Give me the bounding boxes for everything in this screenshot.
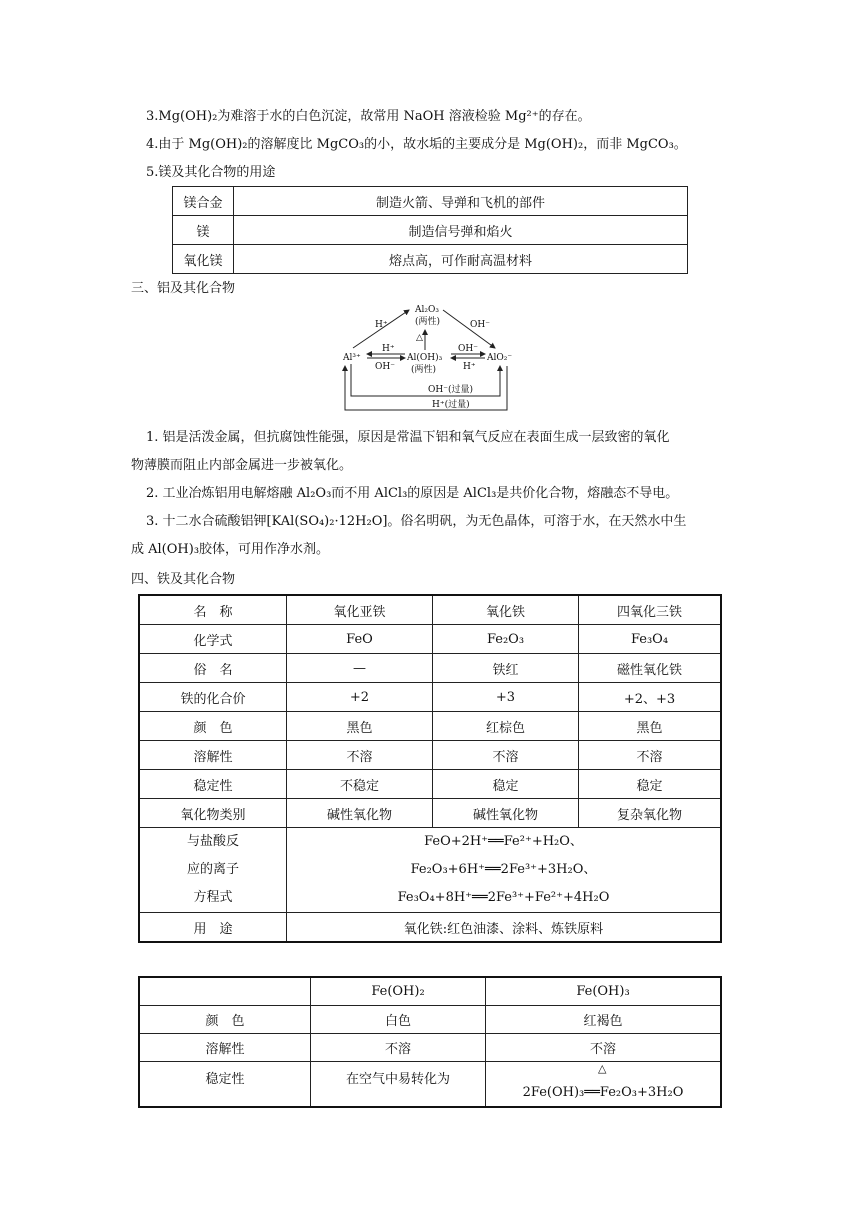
al-para-3b: 成 Al(OH)₃胶体，可用作净水剂。 [131, 542, 330, 557]
table-cell [287, 828, 722, 913]
h-plus-label-right: H⁺ [463, 362, 476, 372]
table-cell: 熔点高，可作耐高温材料 [234, 245, 688, 274]
amphoteric-label-top: (两性) [415, 317, 441, 327]
table-cell: +2 [287, 683, 433, 712]
table-header-cell: Fe(OH)₂ [311, 977, 486, 1006]
table-row [139, 1006, 721, 1034]
aluminum-conversion-diagram [335, 300, 525, 415]
table-header-row [139, 977, 721, 1006]
ion-equation: Fe₃O₄+8H⁺══2Fe³⁺+Fe²⁺+4H₂O [397, 890, 610, 905]
delta-label: △ [416, 333, 423, 343]
al-para-2: 2. 工业冶炼铝用电解熔融 Al₂O₃而不用 AlCl₃的原因是 AlCl₃是共价化合物，熔融态不导电。 [146, 486, 679, 501]
ion-label-line: 与盐酸反 [186, 834, 239, 849]
ion-equation: FeO+2H⁺══Fe²⁺+H₂O、 [424, 834, 583, 849]
table-header-cell: 氧化亚铁 [287, 595, 433, 625]
table-header-cell: 四氧化三铁 [579, 595, 722, 625]
table-cell: 稳定 [579, 770, 722, 799]
table-row [139, 828, 721, 913]
table-cell: 溶解性 [139, 741, 287, 770]
oh-excess-label: OH⁻(过量) [428, 385, 474, 395]
ion-label-line: 方程式 [193, 890, 233, 905]
table-header-cell: Fe(OH)₃ [486, 977, 722, 1006]
table-cell: 复杂氧化物 [579, 799, 722, 828]
table-cell: 铁的化合价 [139, 683, 287, 712]
table-cell: 制造信号弹和焰火 [234, 216, 688, 245]
table-cell: 用 途 [139, 913, 287, 943]
table-cell: 颜 色 [139, 1006, 311, 1034]
table-cell: 稳定性 [139, 770, 287, 799]
table-cell: 稳定性 [139, 1062, 311, 1108]
table-row [139, 1062, 721, 1108]
table-cell: 不溶 [486, 1034, 722, 1062]
table-cell: 氧化物类别 [139, 799, 287, 828]
table-cell: Fe₂O₃ [433, 625, 579, 654]
h-excess-label: H⁺(过量) [432, 400, 470, 410]
ion-equation: Fe₂O₃+6H⁺══2Fe³⁺+3H₂O、 [410, 862, 597, 877]
table-cell: 磁性氧化铁 [579, 654, 722, 683]
table-row [139, 683, 721, 712]
table-cell: 化学式 [139, 625, 287, 654]
table-row [139, 712, 721, 741]
table-cell: 俗 名 [139, 654, 287, 683]
mg-uses-table [172, 186, 688, 274]
al2o3-label: Al₂O₃ [415, 305, 439, 315]
table-cell: 在空气中易转化为 [311, 1062, 486, 1108]
table-cell: 溶解性 [139, 1034, 311, 1062]
oh-minus-label-left: OH⁻ [375, 362, 395, 372]
table-cell: Fe₃O₄ [579, 625, 722, 654]
al-para-1a: 1. 铝是活泼金属，但抗腐蚀性能强，原因是常温下铝和氧气反应在表面生成一层致密的氧化 [146, 430, 670, 445]
table-row [173, 245, 688, 274]
table-cell: 不溶 [433, 741, 579, 770]
table-header-cell: 氧化铁 [433, 595, 579, 625]
table-cell: 颜 色 [139, 712, 287, 741]
iron-oxides-table [138, 594, 722, 943]
table-cell: +2、+3 [579, 683, 722, 712]
table-row [139, 913, 721, 943]
table-cell: 黑色 [287, 712, 433, 741]
al-para-1b: 物薄膜而阻止内部金属进一步被氧化。 [131, 458, 353, 473]
oh-minus-label-top: OH⁻ [470, 320, 490, 330]
table-cell: 不稳定 [287, 770, 433, 799]
table-header-row [139, 595, 721, 625]
line-5: 5.镁及其化合物的用途 [146, 165, 276, 180]
table-cell: — [287, 654, 433, 683]
table-row [139, 770, 721, 799]
decomposition-equation: 2Fe(OH)₃══Fe₂O₃+3H₂O [522, 1085, 684, 1100]
table-cell: 红棕色 [433, 712, 579, 741]
arrow-al3-to-al2o3 [353, 310, 409, 348]
amphoteric-label-mid: (两性) [411, 365, 437, 375]
table-row [139, 625, 721, 654]
al-para-3a: 3. 十二水合硫酸铝钾[KAl(SO₄)₂·12H₂O]。俗名明矾，为无色晶体，可溶于水，在天然水中生 [146, 514, 687, 529]
table-row [173, 187, 688, 216]
h-plus-label-left: H⁺ [382, 344, 395, 354]
line-3: 3.Mg(OH)₂为难溶于水的白色沉淀，故常用 NaOH 溶液检验 Mg²⁺的存在。 [146, 109, 591, 124]
section-iron-heading: 四、铁及其化合物 [131, 572, 236, 587]
table-cell [486, 1062, 722, 1108]
delta-symbol: △ [598, 1062, 607, 1075]
table-cell: 制造火箭、导弹和飞机的部件 [234, 187, 688, 216]
table-row [139, 741, 721, 770]
table-cell: 镁合金 [173, 187, 234, 216]
table-cell: 红褐色 [486, 1006, 722, 1034]
alo2-label: AlO₂⁻ [487, 353, 513, 363]
ion-label-line: 应的离子 [186, 862, 239, 877]
iron-hydroxides-table [138, 976, 722, 1108]
table-cell: 白色 [311, 1006, 486, 1034]
table-cell [139, 828, 287, 913]
table-row [139, 654, 721, 683]
table-row [139, 1034, 721, 1062]
table-cell: 铁红 [433, 654, 579, 683]
line-4: 4.由于 Mg(OH)₂的溶解度比 MgCO₃的小，故水垢的主要成分是 Mg(OH)₂，而非 MgCO₃。 [146, 137, 687, 152]
table-header-cell: 名 称 [139, 595, 287, 625]
oh-minus-label-right: OH⁻ [458, 344, 478, 354]
table-row [139, 799, 721, 828]
table-cell: 不溶 [311, 1034, 486, 1062]
table-cell: 氧化镁 [173, 245, 234, 274]
table-cell: FeO [287, 625, 433, 654]
table-cell: 稳定 [433, 770, 579, 799]
table-header-cell [139, 977, 311, 1006]
table-cell: 黑色 [579, 712, 722, 741]
table-cell: +3 [433, 683, 579, 712]
table-cell: 碱性氧化物 [433, 799, 579, 828]
section-aluminum-heading: 三、铝及其化合物 [131, 281, 236, 296]
table-cell: 不溶 [287, 741, 433, 770]
h-plus-label-top: H⁺ [375, 320, 388, 330]
table-cell: 不溶 [579, 741, 722, 770]
table-cell: 碱性氧化物 [287, 799, 433, 828]
table-cell: 镁 [173, 216, 234, 245]
aloh3-label: Al(OH)₃ [407, 353, 443, 363]
table-row [173, 216, 688, 245]
al3-label: Al³⁺ [343, 353, 361, 363]
table-cell: 氧化铁:红色油漆、涂料、炼铁原料 [287, 913, 722, 943]
